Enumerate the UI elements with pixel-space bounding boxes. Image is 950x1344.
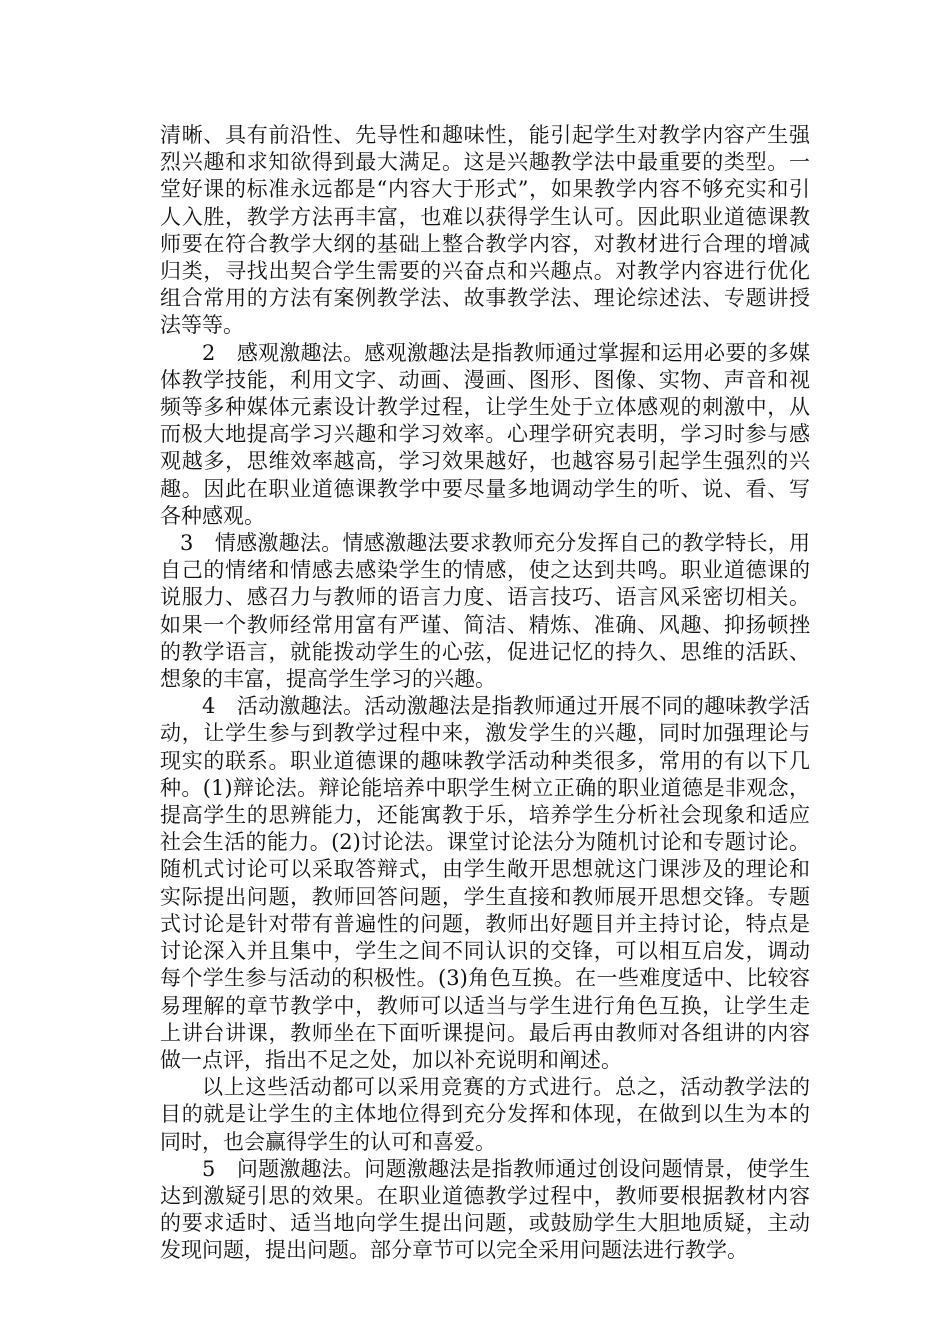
paragraph-sensory-method: 2 感观激趣法。感观激趣法是指教师通过掌握和运用必要的多媒体教学技能，利用文字、动画、漫画、图形、图像、实物、声音和视频等多种媒体元素设计教学过程，让学生处于立体感观的刺激中，从而极大地提高学习兴趣和学习效率。心理学研究表明，学习时参与感观越多，思维效率越高，学习效果越好，也越容易引起学生强烈的兴趣。因此在职业道德课教学中要尽量多地调动学生的听、说、看、写各种感观。	[160, 340, 810, 528]
document-page	[160, 122, 810, 1265]
paragraph-activity-summary: 以上这些活动都可以采用竞赛的方式进行。总之，活动教学法的目的就是让学生的主体地位得到充分发挥和体现，在做到以生为本的同时，也会赢得学生的认可和喜爱。	[160, 1075, 810, 1154]
paragraph-activity-method: 4 活动激趣法。活动激趣法是指教师通过开展不同的趣味教学活动，让学生参与到教学过程中来，激发学生的兴趣，同时加强理论与现实的联系。职业道德课的趣味教学活动种类很多，常用的有以下几种。(1)辩论法。辩论能培养中职学生树立正确的职业道德是非观念，提高学生的思辨能力，还能寓教于乐，培养学生分析社会现象和适应社会生活的能力。(2)讨论法。课堂讨论法分为随机讨论和专题讨论。随机式讨论可以采取答辩式，由学生敞开思想就这门课涉及的理论和实际提出问题，教师回答问题，学生直接和教师展开思想交锋。专题式讨论是针对带有普遍性的问题，教师出好题目并主持讨论，特点是讨论深入并且集中，学生之间不同认识的交锋，可以相互启发，调动每个学生参与活动的积极性。(3)角色互换。在一些难度适中、比较容易理解的章节教学中，教师可以适当与学生进行角色互换，让学生走上讲台讲课，教师坐在下面听课提问。最后再由教师对各组讲的内容做一点评，指出不足之处，加以补充说明和阐述。	[160, 694, 810, 1072]
paragraph-question-method: 5 问题激趣法。问题激趣法是指教师通过创设问题情景，使学生达到激疑引思的效果。在职业道德教学过程中，教师要根据教材内容的要求适时、适当地向学生提出问题，或鼓励学生大胆地质疑，主动发现问题，提出问题。部分章节可以完全采用问题法进行教学。	[160, 1156, 810, 1263]
paragraph-emotion-method: 3 情感激趣法。情感激趣法要求教师充分发挥自己的教学特长，用自己的情绪和情感去感染学生的情感，使之达到共鸣。职业道德课的说服力、感召力与教师的语言力度、语言技巧、语言风采密切相关。如果一个教师经常用富有严谨、简洁、精炼、准确、风趣、抑扬顿挫的教学语言，就能拨动学生的心弦，促进记忆的持久、思维的活跃、想象的丰富，提高学生学习的兴趣。	[160, 531, 810, 692]
paragraph-content-intro: 清晰、具有前沿性、先导性和趣味性，能引起学生对教学内容产生强烈兴趣和求知欲得到最大满足。这是兴趣教学法中最重要的类型。一堂好课的标准永远都是“内容大于形式”，如果教学内容不够充实和引人入胜，教学方法再丰富，也难以获得学生认可。因此职业道德课教师要在符合教学大纲的基础上整合教学内容，对教材进行合理的增减归类，寻找出契合学生需要的兴奋点和兴趣点。对教学内容进行优化组合常用的方法有案例教学法、故事教学法、理论综述法、专题讲授法等等。	[160, 123, 810, 338]
